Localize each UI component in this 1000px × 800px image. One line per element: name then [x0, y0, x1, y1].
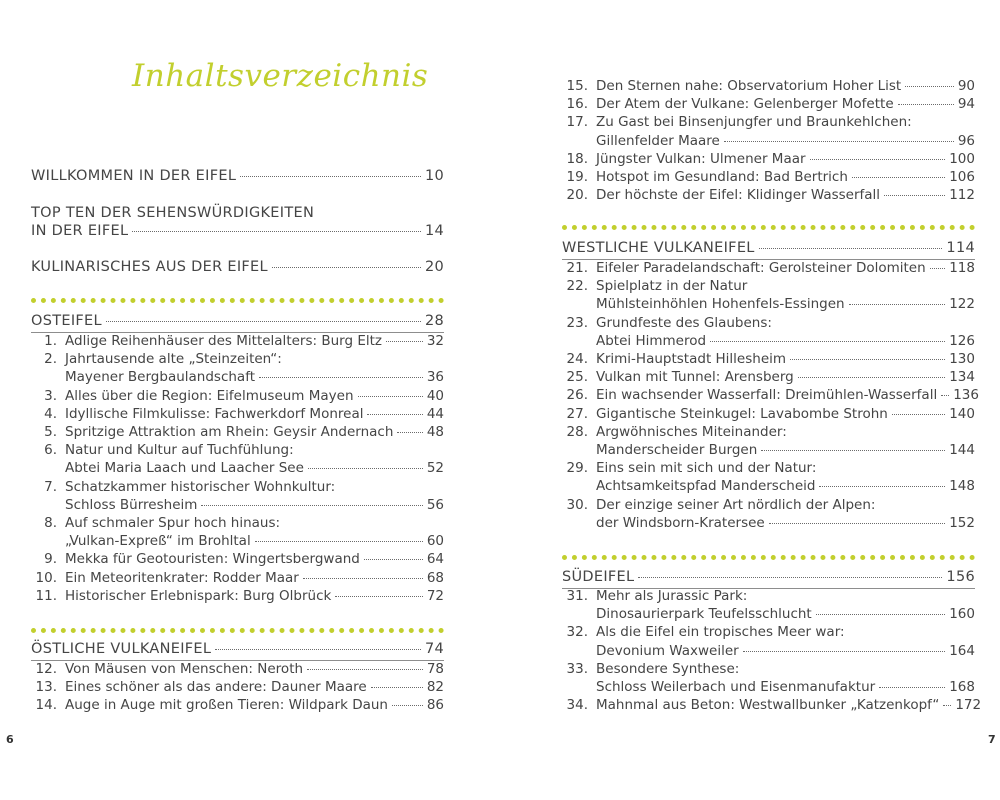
- toc-entry-continuation[interactable]: [31, 532, 444, 550]
- page-number: 36: [426, 369, 444, 386]
- page-number: 134: [949, 369, 975, 386]
- toc-intro-label: KULINARISCHES AUS DER EIFEL: [31, 259, 268, 275]
- entry-title: Historischer Erlebnispark: Burg Olbrück: [65, 587, 332, 604]
- toc-entry-continuation[interactable]: [31, 459, 444, 477]
- page-number: 144: [949, 442, 975, 458]
- section-separator: [31, 628, 444, 633]
- dot-leader: [132, 231, 421, 232]
- dot-leader: [367, 414, 422, 415]
- dot-leader: [710, 341, 945, 342]
- entry-number: 24.: [566, 351, 588, 367]
- entry-number: 31.: [566, 588, 588, 604]
- entry-title: Der einzige seiner Art nördlich der Alpen:: [596, 496, 876, 513]
- toc-intro-entry-3[interactable]: [31, 259, 444, 275]
- entry-title: Jahrtausende alte „Steinzeiten“:: [65, 351, 282, 368]
- toc-entry-continuation[interactable]: [562, 642, 975, 660]
- section-title: ÖSTLICHE VULKANEIFEL: [31, 641, 212, 657]
- page-number: 106: [949, 169, 975, 185]
- page-number: 156: [946, 569, 975, 585]
- dot-leader: [898, 104, 954, 105]
- section-heading[interactable]: [562, 569, 975, 585]
- page-number: 168: [949, 679, 975, 695]
- toc-entry-continuation[interactable]: [562, 132, 975, 150]
- dot-leader: [759, 248, 943, 249]
- toc-entry[interactable]: [31, 514, 444, 532]
- toc-entry[interactable]: [562, 314, 975, 332]
- page-number: 56: [426, 496, 444, 513]
- entry-title: Zu Gast bei Binsenjungfer und Braunkehlchen:: [596, 114, 912, 131]
- toc-entry[interactable]: [562, 350, 975, 368]
- toc-entry-continuation[interactable]: [562, 605, 975, 623]
- toc-entry-continuation[interactable]: [562, 295, 975, 313]
- entry-title: Grundfeste des Glaubens:: [596, 314, 772, 331]
- toc-title: Inhaltsverzeichnis: [132, 58, 429, 94]
- entry-title: Eifeler Paradelandschaft: Gerolsteiner Dolomiten: [596, 260, 926, 276]
- entry-number: 11.: [35, 587, 57, 604]
- page-number: 96: [957, 132, 975, 149]
- toc-entry-continuation[interactable]: [562, 477, 975, 495]
- dot-leader: [255, 541, 423, 542]
- entry-title: „Vulkan-Expreß“ im Brohltal: [65, 533, 251, 550]
- dot-leader: [879, 687, 945, 688]
- entry-title: Abtei Himmerod: [596, 332, 707, 349]
- entry-title: Ein Meteoritenkrater: Rodder Maar: [65, 569, 299, 586]
- page-number: 100: [949, 150, 975, 167]
- entry-number: 10.: [35, 569, 57, 586]
- toc-entry[interactable]: [562, 405, 975, 423]
- dot-leader: [892, 414, 945, 415]
- section-title: OSTEIFEL: [31, 313, 102, 329]
- toc-intro-entry-2-line1[interactable]: [31, 205, 444, 221]
- entry-number: 1.: [44, 333, 57, 349]
- entry-title: Ein wachsender Wasserfall: Dreimühlen-Wasserfall: [596, 387, 938, 404]
- dot-leader: [106, 321, 421, 322]
- page-number: 114: [946, 240, 975, 256]
- entry-title: Jüngster Vulkan: Ulmener Maar: [596, 150, 806, 167]
- dot-leader: [798, 377, 946, 378]
- dot-leader: [819, 486, 945, 487]
- page-number: 126: [949, 332, 975, 349]
- page-number: 160: [949, 606, 975, 623]
- section-heading[interactable]: [562, 240, 975, 256]
- section-title: SÜDEIFEL: [562, 569, 635, 585]
- toc-intro-entry-1[interactable]: [31, 168, 444, 184]
- entry-number: 17.: [566, 114, 588, 131]
- toc-entry[interactable]: [31, 550, 444, 568]
- page-number: 94: [957, 96, 975, 113]
- entry-number: 21.: [566, 260, 588, 276]
- entry-number: 15.: [566, 78, 588, 94]
- dot-leader: [743, 651, 946, 652]
- page-number: 28: [424, 313, 444, 329]
- page-number: 112: [949, 187, 975, 204]
- page-number: 78: [426, 661, 444, 677]
- page-number: 72: [426, 587, 444, 604]
- toc-entry-continuation[interactable]: [31, 496, 444, 514]
- dot-leader: [259, 377, 423, 378]
- entry-title: Manderscheider Burgen: [596, 442, 758, 458]
- entry-title: Auf schmaler Spur hoch hinaus:: [65, 515, 281, 531]
- page-number: 172: [955, 697, 982, 714]
- dot-leader: [790, 359, 945, 360]
- toc-entry[interactable]: [31, 478, 444, 496]
- dot-leader: [364, 559, 423, 560]
- toc-entry-continuation[interactable]: [562, 678, 975, 696]
- page-number: 48: [426, 424, 444, 440]
- toc-entry[interactable]: [31, 569, 444, 587]
- entry-number: 23.: [566, 314, 588, 331]
- page-number: 44: [426, 405, 444, 422]
- entry-number: 9.: [44, 551, 57, 568]
- section-separator: [562, 225, 975, 230]
- page-number: 130: [949, 351, 975, 367]
- entry-title: Schloss Weilerbach und Eisenmanufaktur: [596, 679, 876, 695]
- toc-entry[interactable]: [562, 368, 975, 386]
- dot-leader: [761, 450, 945, 451]
- entry-number: 28.: [566, 423, 588, 440]
- page-number: 74: [424, 641, 444, 657]
- toc-entry[interactable]: [31, 332, 444, 350]
- page-number: 136: [953, 387, 979, 404]
- dot-leader: [849, 304, 946, 305]
- entry-title: Achtsamkeitspfad Manderscheid: [596, 478, 816, 495]
- entry-title: Mahnmal aus Beton: Westwallbunker „Katzenkopf“: [596, 697, 940, 714]
- entry-number: 20.: [566, 187, 588, 204]
- dot-leader: [943, 705, 951, 706]
- toc-intro-label: TOP TEN DER SEHENSWÜRDIGKEITEN: [31, 205, 315, 221]
- entry-number: 4.: [44, 405, 57, 422]
- entry-number: 14.: [35, 697, 57, 714]
- page-number: 86: [426, 697, 444, 714]
- entry-number: 18.: [566, 150, 588, 167]
- toc-entry[interactable]: [562, 168, 975, 186]
- toc-entry[interactable]: [31, 696, 444, 714]
- entry-title: Schloss Bürresheim: [65, 496, 198, 513]
- entry-number: 2.: [44, 351, 57, 368]
- entry-title: Spielplatz in der Natur: [596, 278, 748, 295]
- dot-leader: [201, 505, 422, 506]
- toc-entry[interactable]: [31, 350, 444, 368]
- toc-entry[interactable]: [562, 113, 975, 131]
- section-separator: [562, 555, 975, 560]
- dot-leader: [308, 468, 423, 469]
- toc-entry[interactable]: [562, 623, 975, 641]
- toc-entry[interactable]: [31, 660, 444, 678]
- toc-entry[interactable]: [31, 587, 444, 605]
- page-number: 82: [426, 679, 444, 696]
- toc-intro-label: IN DER EIFEL: [31, 223, 129, 239]
- dot-leader: [272, 267, 421, 268]
- entry-title: Mayener Bergbaulandschaft: [65, 369, 256, 386]
- entry-title: Abtei Maria Laach und Laacher See: [65, 460, 304, 477]
- toc-entry[interactable]: [31, 678, 444, 696]
- entry-number: 30.: [566, 496, 588, 513]
- entry-title: Devonium Waxweiler: [596, 642, 739, 659]
- page-number: 52: [426, 460, 444, 477]
- dot-leader: [810, 159, 946, 160]
- entry-title: Als die Eifel ein tropisches Meer war:: [596, 624, 845, 641]
- entry-title: Mehr als Jurassic Park:: [596, 588, 748, 604]
- dot-leader: [386, 341, 423, 342]
- page-number: 90: [957, 78, 975, 94]
- dot-leader: [307, 669, 423, 670]
- entry-number: 27.: [566, 405, 588, 422]
- page-number: 32: [426, 333, 444, 349]
- dot-leader: [358, 396, 423, 397]
- entry-title: Adlige Reihenhäuser des Mittelalters: Burg Eltz: [65, 333, 382, 349]
- entry-number: 19.: [566, 169, 588, 185]
- dot-leader: [638, 577, 942, 578]
- dot-leader: [816, 614, 945, 615]
- dot-leader: [941, 395, 949, 396]
- page-number: 64: [426, 551, 444, 568]
- toc-entry[interactable]: [562, 660, 975, 678]
- toc-entry-continuation[interactable]: [562, 332, 975, 350]
- toc-entry-continuation[interactable]: [31, 368, 444, 386]
- page-number: 20: [424, 259, 444, 275]
- toc-entry[interactable]: [31, 423, 444, 441]
- section-heading[interactable]: [31, 641, 444, 657]
- toc-entry[interactable]: [562, 259, 975, 277]
- toc-entry[interactable]: [562, 696, 982, 714]
- entry-title: Dinosaurierpark Teufelsschlucht: [596, 606, 812, 623]
- entry-title: Mekka für Geotouristen: Wingertsbergwand: [65, 551, 360, 568]
- section-separator: [31, 298, 444, 303]
- entry-title: Gillenfelder Maare: [596, 132, 720, 149]
- entry-title: Auge in Auge mit großen Tieren: Wildpark Daun: [65, 697, 388, 714]
- entry-title: Eines schöner als das andere: Dauner Maare: [65, 679, 367, 696]
- dot-leader: [724, 141, 954, 142]
- toc-entry[interactable]: [562, 386, 979, 404]
- entry-number: 32.: [566, 624, 588, 641]
- entry-title: Alles über die Region: Eifelmuseum Mayen: [65, 387, 354, 404]
- entry-title: Mühlsteinhöhlen Hohenfels-Essingen: [596, 296, 845, 313]
- toc-entry[interactable]: [562, 496, 975, 514]
- entry-number: 16.: [566, 96, 588, 113]
- entry-number: 25.: [566, 369, 588, 386]
- entry-number: 29.: [566, 460, 588, 477]
- dot-leader: [303, 578, 423, 579]
- toc-entry[interactable]: [562, 77, 975, 95]
- toc-entry-continuation[interactable]: [562, 514, 975, 532]
- page-number: 164: [949, 642, 975, 659]
- dot-leader: [240, 176, 421, 177]
- toc-entry[interactable]: [562, 459, 975, 477]
- dot-leader: [905, 86, 954, 87]
- entry-number: 5.: [44, 424, 57, 440]
- page-number: 14: [424, 223, 444, 239]
- page-number: 152: [949, 514, 975, 531]
- toc-entry[interactable]: [31, 405, 444, 423]
- entry-title: Natur und Kultur auf Tuchfühlung:: [65, 442, 294, 459]
- dot-leader: [215, 649, 421, 650]
- toc-entry[interactable]: [562, 423, 975, 441]
- page-number-left: 6: [6, 733, 14, 746]
- page-number: 60: [426, 533, 444, 550]
- section-heading[interactable]: [31, 313, 444, 329]
- page-number: 148: [949, 478, 975, 495]
- entry-title: Krimi-Hauptstadt Hillesheim: [596, 351, 787, 367]
- entry-number: 26.: [566, 387, 588, 404]
- entry-title: Den Sternen nahe: Observatorium Hoher List: [596, 78, 902, 94]
- toc-intro-entry-2-line2[interactable]: [31, 223, 444, 239]
- page-number: 68: [426, 569, 444, 586]
- dot-leader: [397, 432, 422, 433]
- entry-title: Gigantische Steinkugel: Lavabombe Strohn: [596, 405, 888, 422]
- toc-entry[interactable]: [562, 186, 975, 204]
- entry-title: der Windsborn-Kratersee: [596, 514, 765, 531]
- entry-title: Von Mäusen von Menschen: Neroth: [65, 661, 304, 677]
- entry-title: Eins sein mit sich und der Natur:: [596, 460, 817, 477]
- right-page: [500, 0, 1000, 800]
- toc-entry[interactable]: [31, 387, 444, 405]
- entry-number: 12.: [35, 661, 57, 677]
- toc-entry[interactable]: [562, 277, 975, 295]
- section-title: WESTLICHE VULKANEIFEL: [562, 240, 755, 256]
- page-number: 118: [949, 260, 975, 276]
- toc-entry[interactable]: [562, 587, 975, 605]
- entry-title: Der höchste der Eifel: Klidinger Wasserfall: [596, 187, 881, 204]
- entry-number: 33.: [566, 660, 588, 677]
- entry-number: 6.: [44, 442, 57, 459]
- page-number: 140: [949, 405, 975, 422]
- entry-title: Besondere Synthese:: [596, 660, 740, 677]
- toc-entry-continuation[interactable]: [562, 441, 975, 459]
- dot-leader: [371, 687, 423, 688]
- entry-number: 8.: [44, 515, 57, 531]
- entry-title: Vulkan mit Tunnel: Arensberg: [596, 369, 794, 386]
- entry-title: Der Atem der Vulkane: Gelenberger Mofette: [596, 96, 894, 113]
- entry-number: 34.: [566, 697, 588, 714]
- entry-title: Idyllische Filmkulisse: Fachwerkdorf Monreal: [65, 405, 364, 422]
- entry-number: 22.: [566, 278, 588, 295]
- entry-title: Argwöhnisches Miteinander:: [596, 423, 787, 440]
- dot-leader: [392, 705, 423, 706]
- dot-leader: [335, 596, 422, 597]
- toc-entry[interactable]: [562, 150, 975, 168]
- page-number: 40: [426, 387, 444, 404]
- entry-number: 13.: [35, 679, 57, 696]
- toc-intro-label: WILLKOMMEN IN DER EIFEL: [31, 168, 237, 184]
- toc-entry[interactable]: [31, 441, 444, 459]
- entry-title: Schatzkammer historischer Wohnkultur:: [65, 478, 336, 495]
- entry-number: 7.: [44, 478, 57, 495]
- entry-number: 3.: [44, 387, 57, 404]
- page-number: 122: [949, 296, 975, 313]
- page-number: 10: [424, 168, 444, 184]
- dot-leader: [852, 177, 945, 178]
- dot-leader: [884, 195, 945, 196]
- dot-leader: [930, 268, 946, 269]
- toc-entry[interactable]: [562, 95, 975, 113]
- entry-title: Hotspot im Gesundland: Bad Bertrich: [596, 169, 848, 185]
- dot-leader: [769, 523, 946, 524]
- page-number-right: 7: [988, 733, 996, 746]
- entry-title: Spritzige Attraktion am Rhein: Geysir Andernach: [65, 424, 394, 440]
